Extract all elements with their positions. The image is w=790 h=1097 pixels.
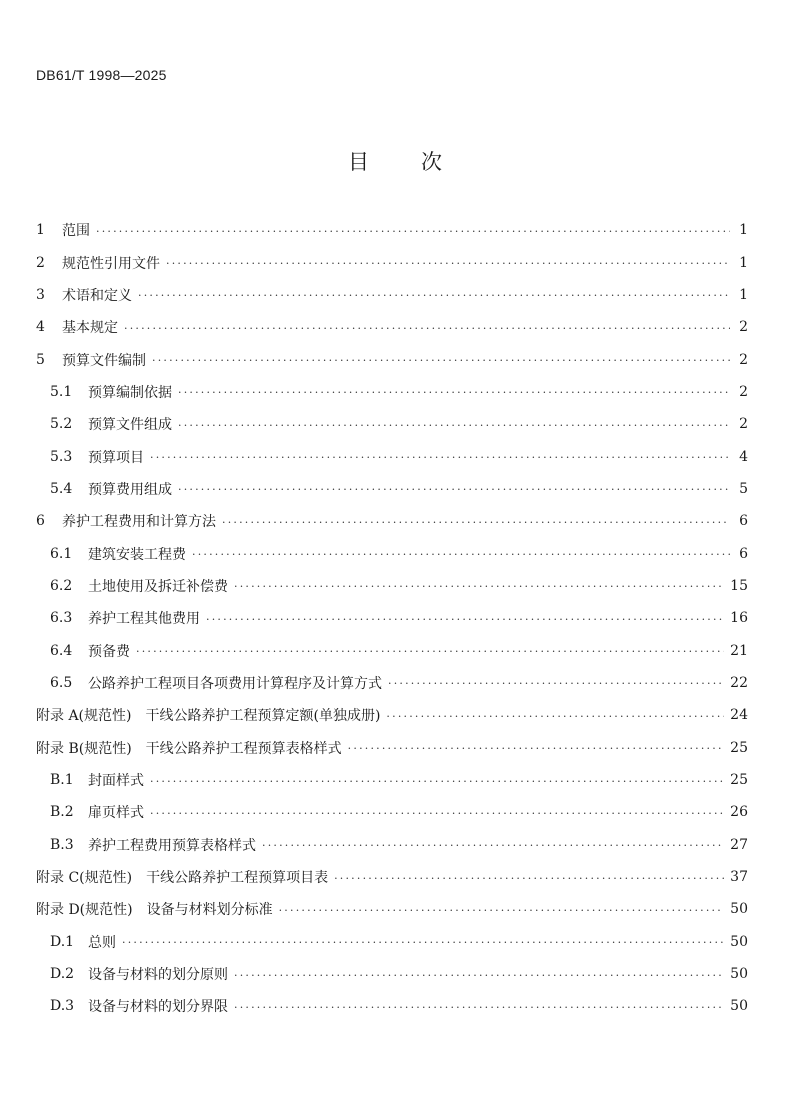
toc-entry-number: 5.4 — [50, 480, 73, 497]
toc-entry-number: 5.2 — [50, 416, 73, 433]
toc-entry[interactable] — [36, 473, 748, 505]
toc-entry-label: 预备费 — [88, 643, 130, 660]
toc-leader-dots — [166, 258, 730, 269]
toc-entry[interactable] — [36, 537, 748, 569]
toc-entry-label: 封面样式 — [88, 773, 144, 790]
toc-title — [0, 146, 790, 176]
toc-entry-label: 附录 B(规范性) 干线公路养护工程预算表格样式 — [36, 740, 342, 757]
toc-entry[interactable] — [36, 343, 748, 375]
toc-entry-number: B.1 — [50, 772, 74, 789]
toc-entry-page: 5 — [739, 480, 748, 497]
toc-entry-label: 养护工程费用和计算方法 — [62, 514, 216, 531]
toc-entry[interactable] — [36, 990, 748, 1022]
toc-entry-number: 2 — [36, 254, 45, 271]
toc-leader-dots — [122, 937, 724, 948]
toc-entry-number: 6.4 — [50, 642, 73, 659]
toc-entry-page: 25 — [730, 772, 748, 789]
toc-entry[interactable] — [36, 829, 748, 861]
toc-leader-dots — [388, 678, 724, 689]
toc-entry-page: 50 — [730, 966, 748, 983]
toc-entry-page: 50 — [730, 998, 748, 1015]
toc-entry-label: 术语和定义 — [62, 287, 132, 304]
toc-entry[interactable] — [36, 667, 748, 699]
toc-leader-dots — [124, 323, 730, 334]
toc-entry-page: 4 — [739, 448, 748, 465]
toc-entry-page: 2 — [739, 351, 748, 368]
toc-entry-number: 6.3 — [50, 610, 73, 627]
toc-entry-number: D.2 — [50, 966, 75, 983]
toc-entry-label: 预算费用组成 — [88, 481, 172, 498]
toc-entry-label: 预算编制依据 — [88, 384, 172, 401]
toc-leader-dots — [192, 549, 730, 560]
toc-leader-dots — [206, 614, 724, 625]
toc-leader-dots — [150, 808, 724, 819]
toc-leader-dots — [136, 646, 724, 657]
toc-leader-dots — [234, 1002, 724, 1013]
toc-entry-number: 3 — [36, 286, 45, 303]
toc-entry-label: 预算文件组成 — [88, 417, 172, 434]
toc-entry[interactable] — [36, 311, 748, 343]
toc-entry-number: 1 — [36, 222, 45, 239]
toc-entry-label: 范围 — [62, 223, 90, 240]
toc-entry-label: 建筑安装工程费 — [88, 546, 186, 563]
document-code: DB61/T 1998—2025 — [36, 67, 167, 83]
toc-entry[interactable] — [36, 926, 748, 958]
toc-entry-page: 2 — [739, 416, 748, 433]
toc-entry-page: 1 — [739, 222, 748, 239]
toc-title-char: 目 — [348, 150, 369, 174]
toc-entry[interactable] — [36, 958, 748, 990]
toc-entry-number: B.3 — [50, 836, 74, 853]
toc-leader-dots — [348, 743, 725, 754]
toc-entry-label: 附录 C(规范性) 干线公路养护工程预算项目表 — [36, 870, 329, 887]
toc-leader-dots — [222, 517, 730, 528]
toc-entry-page: 15 — [730, 577, 748, 594]
toc-entry[interactable] — [36, 214, 748, 246]
toc-entry-page: 1 — [739, 286, 748, 303]
toc-leader-dots — [178, 484, 730, 495]
toc-entry-number: 6 — [36, 513, 45, 530]
toc-entry[interactable] — [36, 861, 748, 893]
toc-leader-dots — [150, 776, 724, 787]
toc-entry-label: 扉页样式 — [88, 805, 144, 822]
toc-entry-number: D.1 — [50, 933, 75, 950]
toc-entry-page: 22 — [730, 674, 748, 691]
toc-entry-page: 26 — [730, 804, 748, 821]
toc-entry[interactable] — [36, 279, 748, 311]
toc-entry[interactable] — [36, 408, 748, 440]
toc-entry-label: 公路养护工程项目各项费用计算程序及计算方式 — [88, 675, 382, 692]
toc-entry-page: 6 — [739, 513, 748, 530]
toc-leader-dots — [178, 387, 730, 398]
toc-entry-number: D.3 — [50, 998, 75, 1015]
toc-entry-number: B.2 — [50, 804, 74, 821]
toc-leader-dots — [234, 581, 724, 592]
toc-entry[interactable] — [36, 440, 748, 472]
toc-entry-label: 规范性引用文件 — [62, 255, 160, 272]
toc-entry-label: 预算项目 — [88, 449, 144, 466]
toc-entry[interactable] — [36, 634, 748, 666]
toc-entry-label: 基本规定 — [62, 320, 118, 337]
toc-leader-dots — [152, 355, 730, 366]
toc-entry-page: 37 — [730, 869, 748, 886]
toc-entry[interactable] — [36, 764, 748, 796]
toc-leader-dots — [279, 905, 725, 916]
toc-entry-label: 设备与材料的划分原则 — [88, 967, 228, 984]
toc-entry-label: 养护工程其他费用 — [88, 611, 200, 628]
toc-entry-page: 27 — [730, 836, 748, 853]
toc-entry-page: 24 — [730, 707, 748, 724]
toc-entry-label: 预算文件编制 — [62, 352, 146, 369]
toc-entry-number: 6.2 — [50, 577, 73, 594]
toc-entry-label: 土地使用及拆迁补偿费 — [88, 578, 228, 595]
toc-entry-number: 4 — [36, 319, 45, 336]
toc-entry-page: 2 — [739, 319, 748, 336]
toc-entry-number: 6.1 — [50, 545, 73, 562]
toc-entry-page: 1 — [739, 254, 748, 271]
toc-entry-number: 5.1 — [50, 383, 73, 400]
toc-entry[interactable] — [36, 570, 748, 602]
toc-leader-dots — [96, 226, 730, 237]
toc-entry[interactable] — [36, 796, 748, 828]
toc-entry-page: 6 — [739, 545, 748, 562]
toc-entry-number: 5 — [36, 351, 45, 368]
toc-leader-dots — [138, 290, 730, 301]
toc-entry[interactable] — [36, 376, 748, 408]
toc-entry[interactable] — [36, 893, 748, 925]
toc-entry-page: 21 — [730, 642, 748, 659]
toc-leader-dots — [178, 420, 730, 431]
toc-entry-label: 养护工程费用预算表格样式 — [88, 837, 256, 854]
toc-entry-page: 16 — [730, 610, 748, 627]
toc-entry-number: 6.5 — [50, 674, 73, 691]
toc-entry[interactable] — [36, 699, 748, 731]
toc-entry-page: 25 — [730, 739, 748, 756]
toc-title-char: 次 — [421, 150, 442, 174]
toc-entry[interactable] — [36, 505, 748, 537]
toc-entry-label: 总则 — [88, 934, 116, 951]
toc-entry-number: 5.3 — [50, 448, 73, 465]
toc-leader-dots — [262, 840, 724, 851]
toc-entry[interactable] — [36, 246, 748, 278]
toc-entry[interactable] — [36, 602, 748, 634]
table-of-contents — [36, 214, 748, 1023]
toc-leader-dots — [334, 873, 724, 884]
toc-entry-label: 设备与材料的划分界限 — [88, 999, 228, 1016]
toc-entry-label: 附录 D(规范性) 设备与材料划分标准 — [36, 902, 273, 919]
toc-entry-page: 50 — [730, 933, 748, 950]
toc-entry-label: 附录 A(规范性) 干线公路养护工程预算定额(单独成册) — [36, 708, 381, 725]
toc-leader-dots — [150, 452, 730, 463]
toc-entry-page: 2 — [739, 383, 748, 400]
toc-entry-page: 50 — [730, 901, 748, 918]
toc-entry[interactable] — [36, 732, 748, 764]
toc-leader-dots — [234, 970, 724, 981]
toc-leader-dots — [386, 711, 724, 722]
